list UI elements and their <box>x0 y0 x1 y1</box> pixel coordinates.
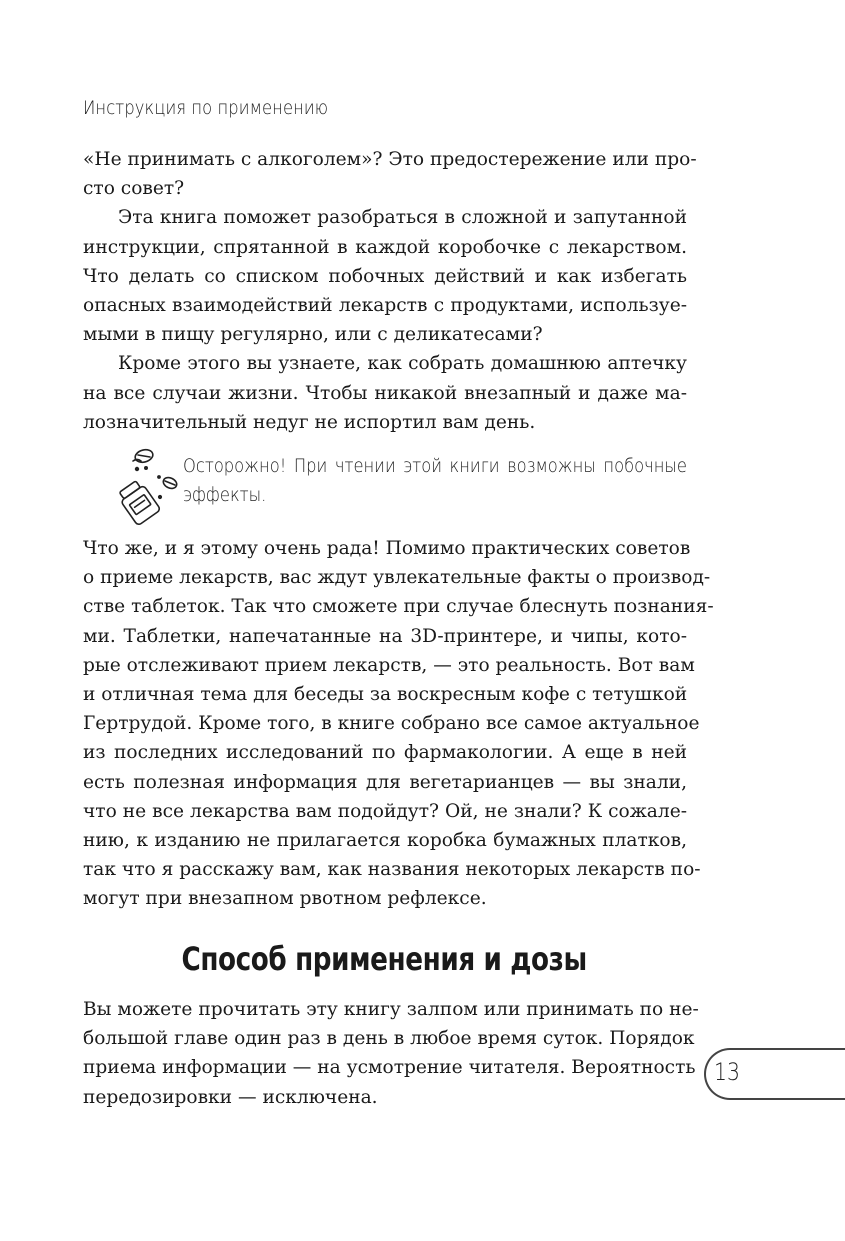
pill-bottle-icon <box>115 447 181 525</box>
text-line: нию, к изданию не прилагается коробка бумажных платков, <box>83 829 687 851</box>
text-line: приема информации — на усмотрение читателя. Вероятность <box>83 1057 696 1079</box>
text-line: передозировки — исключена. <box>83 1086 378 1108</box>
text-line: Кроме этого вы узнаете, как собрать домашнюю аптечку <box>118 353 687 375</box>
intro-paragraphs <box>83 145 697 437</box>
text-line: Что же, и я этому очень рада! Помимо практических советов <box>83 538 691 559</box>
text-line: рые отслеживают прием лекарств, — это реальность. Вот вам <box>83 654 695 676</box>
section-paragraph <box>83 995 699 1112</box>
text-line: на все случаи жизни. Чтобы никакой внезапный и даже ма- <box>83 382 687 404</box>
text-line: опасных взаимодействий лекарств с продуктами, используе- <box>83 294 687 316</box>
running-head: Инструкция по применению <box>83 97 329 119</box>
text-line: инструкции, спрятанной в каждой коробочке с лекарством. <box>83 236 687 258</box>
text-line: большой главе один раз в день в любое время суток. Порядок <box>83 1028 695 1050</box>
text-line: мыми в пищу регулярно, или с деликатесами? <box>83 324 543 346</box>
warning-note <box>183 455 687 513</box>
body-paragraph <box>83 534 714 913</box>
section-title-text: Способ применения и дозы <box>181 940 587 978</box>
page-number: 13 <box>714 1058 740 1086</box>
text-line: ми. Таблетки, напечатанные на 3D-принтере, и чипы, кото- <box>83 625 687 647</box>
text-line: «Не принимать с алкоголем»? Это предостережение или про- <box>83 149 697 170</box>
text-line: и отличная тема для беседы за воскресным кофе с тетушкой <box>83 683 688 705</box>
note-line: эффекты. <box>183 484 267 506</box>
text-line: сто совет? <box>83 178 185 200</box>
text-line: Вы можете прочитать эту книгу залпом или принимать по не- <box>83 999 699 1020</box>
text-line: Гертрудой. Кроме того, в книге собрано все самое актуальное <box>83 713 700 735</box>
text-line: есть полезная информация для вегетарианцев — вы знали, <box>83 771 687 793</box>
note-line: Осторожно! При чтении этой книги возможны побочные <box>183 455 687 477</box>
text-line: о приеме лекарств, вас ждут увлекательные факты о производ- <box>83 567 711 589</box>
text-line: Что делать со списком побочных действий и как избегать <box>83 265 687 287</box>
text-line: могут при внезапном рвотном рефлексе. <box>83 888 487 910</box>
text-line: что не все лекарства вам подойдут? Ой, не знали? К сожале- <box>83 800 687 822</box>
section-title <box>0 940 768 978</box>
text-line: Эта книга поможет разобраться в сложной и запутанной <box>118 207 687 229</box>
text-line: так что я расскажу вам, как названия некоторых лекарств по- <box>83 859 701 881</box>
text-line: из последних исследований по фармакологии. А еще в ней <box>83 742 687 764</box>
text-line: лозначительный недуг не испортил вам день. <box>83 411 536 433</box>
text-line: стве таблеток. Так что сможете при случае блеснуть познания- <box>83 596 714 618</box>
